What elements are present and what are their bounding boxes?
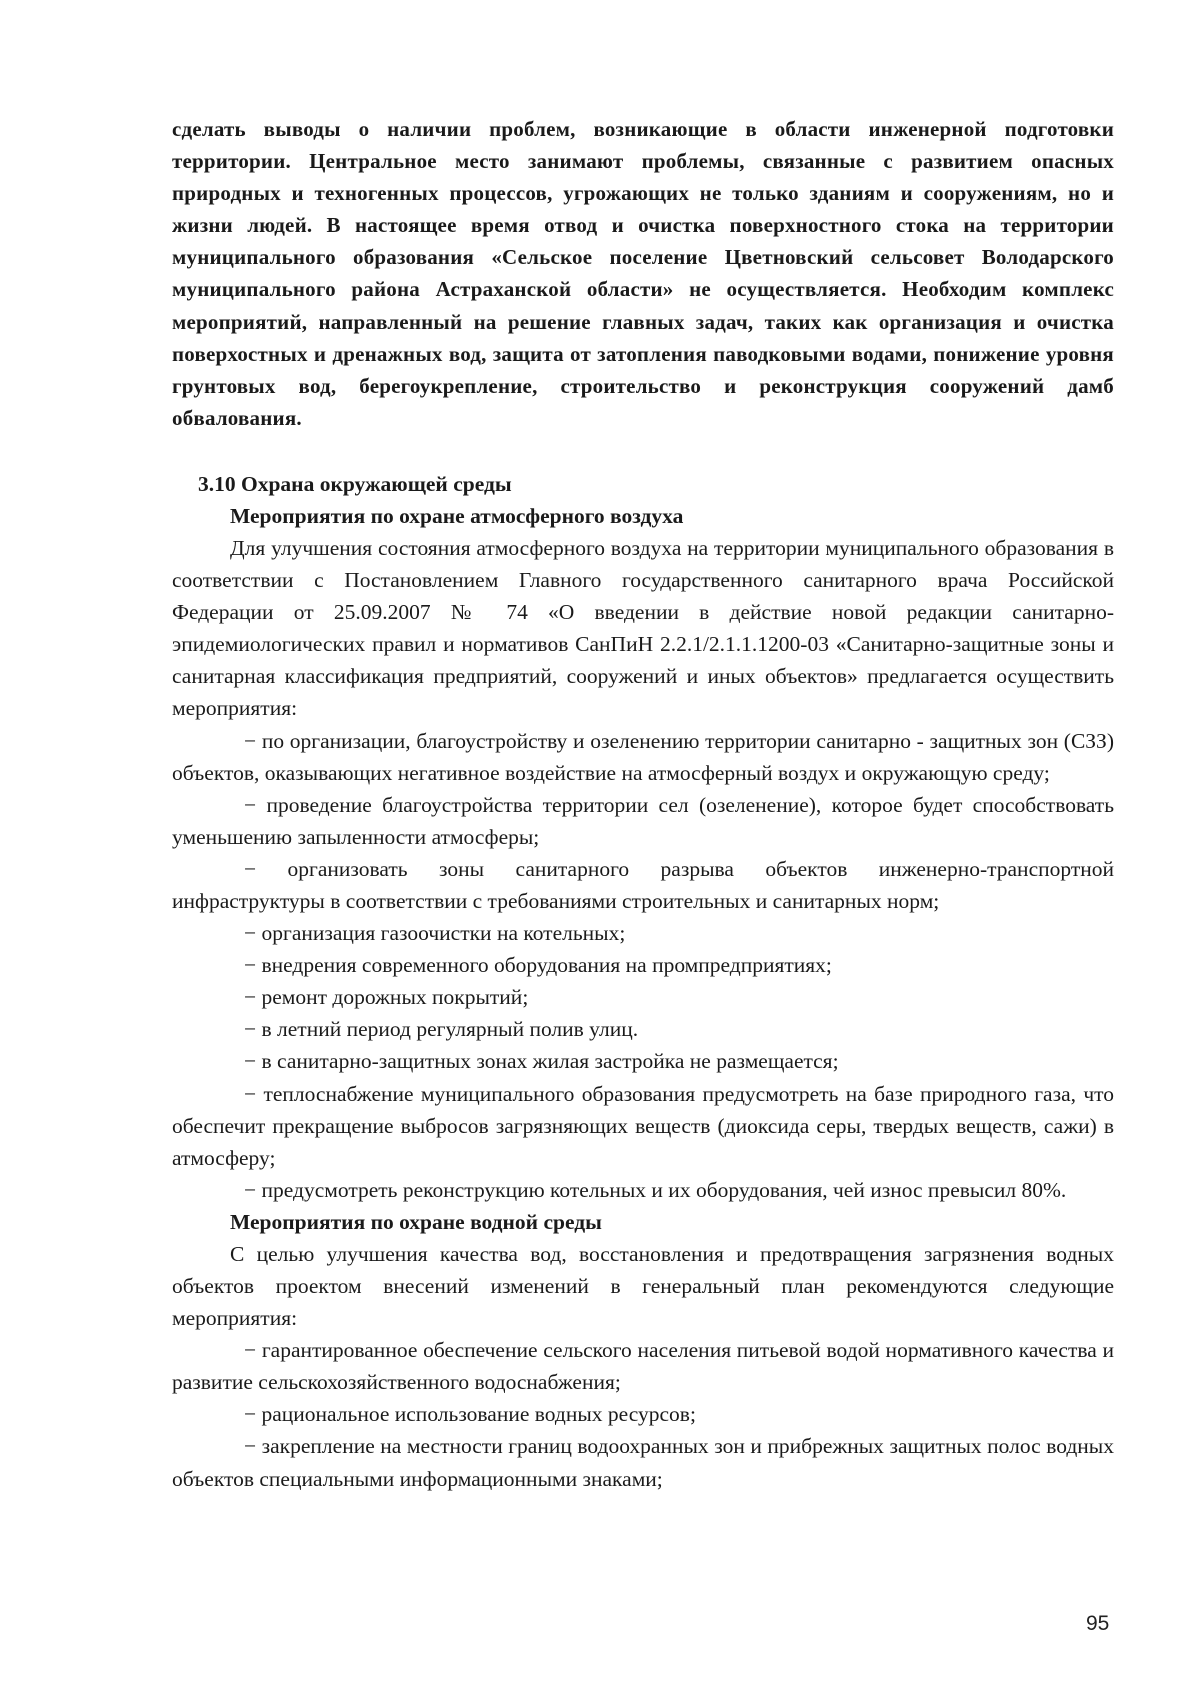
water-subheading: Мероприятия по охране водной среды: [230, 1209, 602, 1234]
water-intro-paragraph: С целью улучшения качества вод, восстановления и предотвращения загрязнения водных объектов проектом внесений изменений в генеральный план рекомендуются следующие мероприятия:: [172, 1241, 1114, 1331]
section-heading: 3.10 Охрана окружающей среды: [198, 471, 512, 496]
water-list-item-2: − рациональное использование водных ресурсов;: [244, 1402, 696, 1427]
air-subheading: Мероприятия по охране атмосферного воздуха: [230, 503, 684, 528]
page-number: 95: [1086, 1612, 1110, 1635]
air-list-item-6: − ремонт дорожных покрытий;: [244, 985, 529, 1010]
water-list-item-3: − закрепление на местности границ водоохранных зон и прибрежных защитных полос водных объектов специальными информационными знаками;: [172, 1434, 1114, 1491]
page-content: [172, 113, 1114, 1495]
intro-paragraph: сделать выводы о наличии проблем, возникающие в области инженерной подготовки территории. Центральное место занимают проблемы, связанные с развитием опасных природных и техногенных процессов, угрожающих не только зданиям и сооружениям, но и жизни людей. В настоящее время отвод и очистка поверхностного стока на территории муниципального образования «Сельское поселение Цветновский сельсовет Володарского муниципального района Астраханской области» не осуществляется. Необходим комплекс мероприятий, направленный на решение главных задач, таких как организация и очистка поверхостных и дренажных вод, защита от затопления паводковыми водами, понижение уровня грунтовых вод, берегоукрепление, строительство и реконструкция сооружений дамб обвалования.: [172, 117, 1114, 430]
air-list-item-7: − в летний период регулярный полив улиц.: [244, 1017, 639, 1042]
air-list-item-10: − предусмотреть реконструкцию котельных и их оборудования, чей износ превысил 80%.: [244, 1177, 1067, 1202]
air-list-item-9: − теплоснабжение муниципального образования предусмотреть на базе природного газа, что обеспечит прекращение выбросов загрязняющих веществ (диоксида серы, твердых веществ, сажи) в атмосферу;: [172, 1081, 1114, 1170]
air-list-item-5: − внедрения современного оборудования на промпредприятиях;: [244, 953, 832, 978]
air-list-item-1: − по организации, благоустройству и озеленению территории санитарно - защитных зон (СЗЗ) объектов, оказывающих негативное воздействие на атмосферный воздух и окружающую среду;: [172, 728, 1114, 785]
air-list-item-2: − проведение благоустройства территории сел (озеленение), которое будет способствовать уменьшению запыленности атмосферы;: [172, 792, 1114, 849]
air-list-item-8: − в санитарно-защитных зонах жилая застройка не размещается;: [244, 1049, 839, 1074]
water-list-item-1: − гарантированное обеспечение сельского населения питьевой водой нормативного качества и развитие сельскохозяйственного водоснабжения;: [172, 1338, 1114, 1395]
air-list-item-4: − организация газоочистки на котельных;: [244, 921, 626, 946]
intro-block: [172, 113, 1114, 434]
air-intro-paragraph: Для улучшения состояния атмосферного воздуха на территории муниципального образования в соответствии с Постановлением Главного государственного санитарного врача Российской Федерации от 25.09.2007 № 74 «О введении в действие новой редакции санитарно-эпидемиологических правил и нормативов СанПиН 2.2.1/2.1.1.1200-03 «Санитарно-защитные зоны и санитарная классификация предприятий, сооружений и иных объектов» предлагается осуществить мероприятия:: [172, 535, 1114, 721]
air-list-item-3: − организовать зоны санитарного разрыва объектов инженерно-транспортной инфраструктуры в соответствии с требованиями строительных и санитарных норм;: [172, 856, 1114, 913]
